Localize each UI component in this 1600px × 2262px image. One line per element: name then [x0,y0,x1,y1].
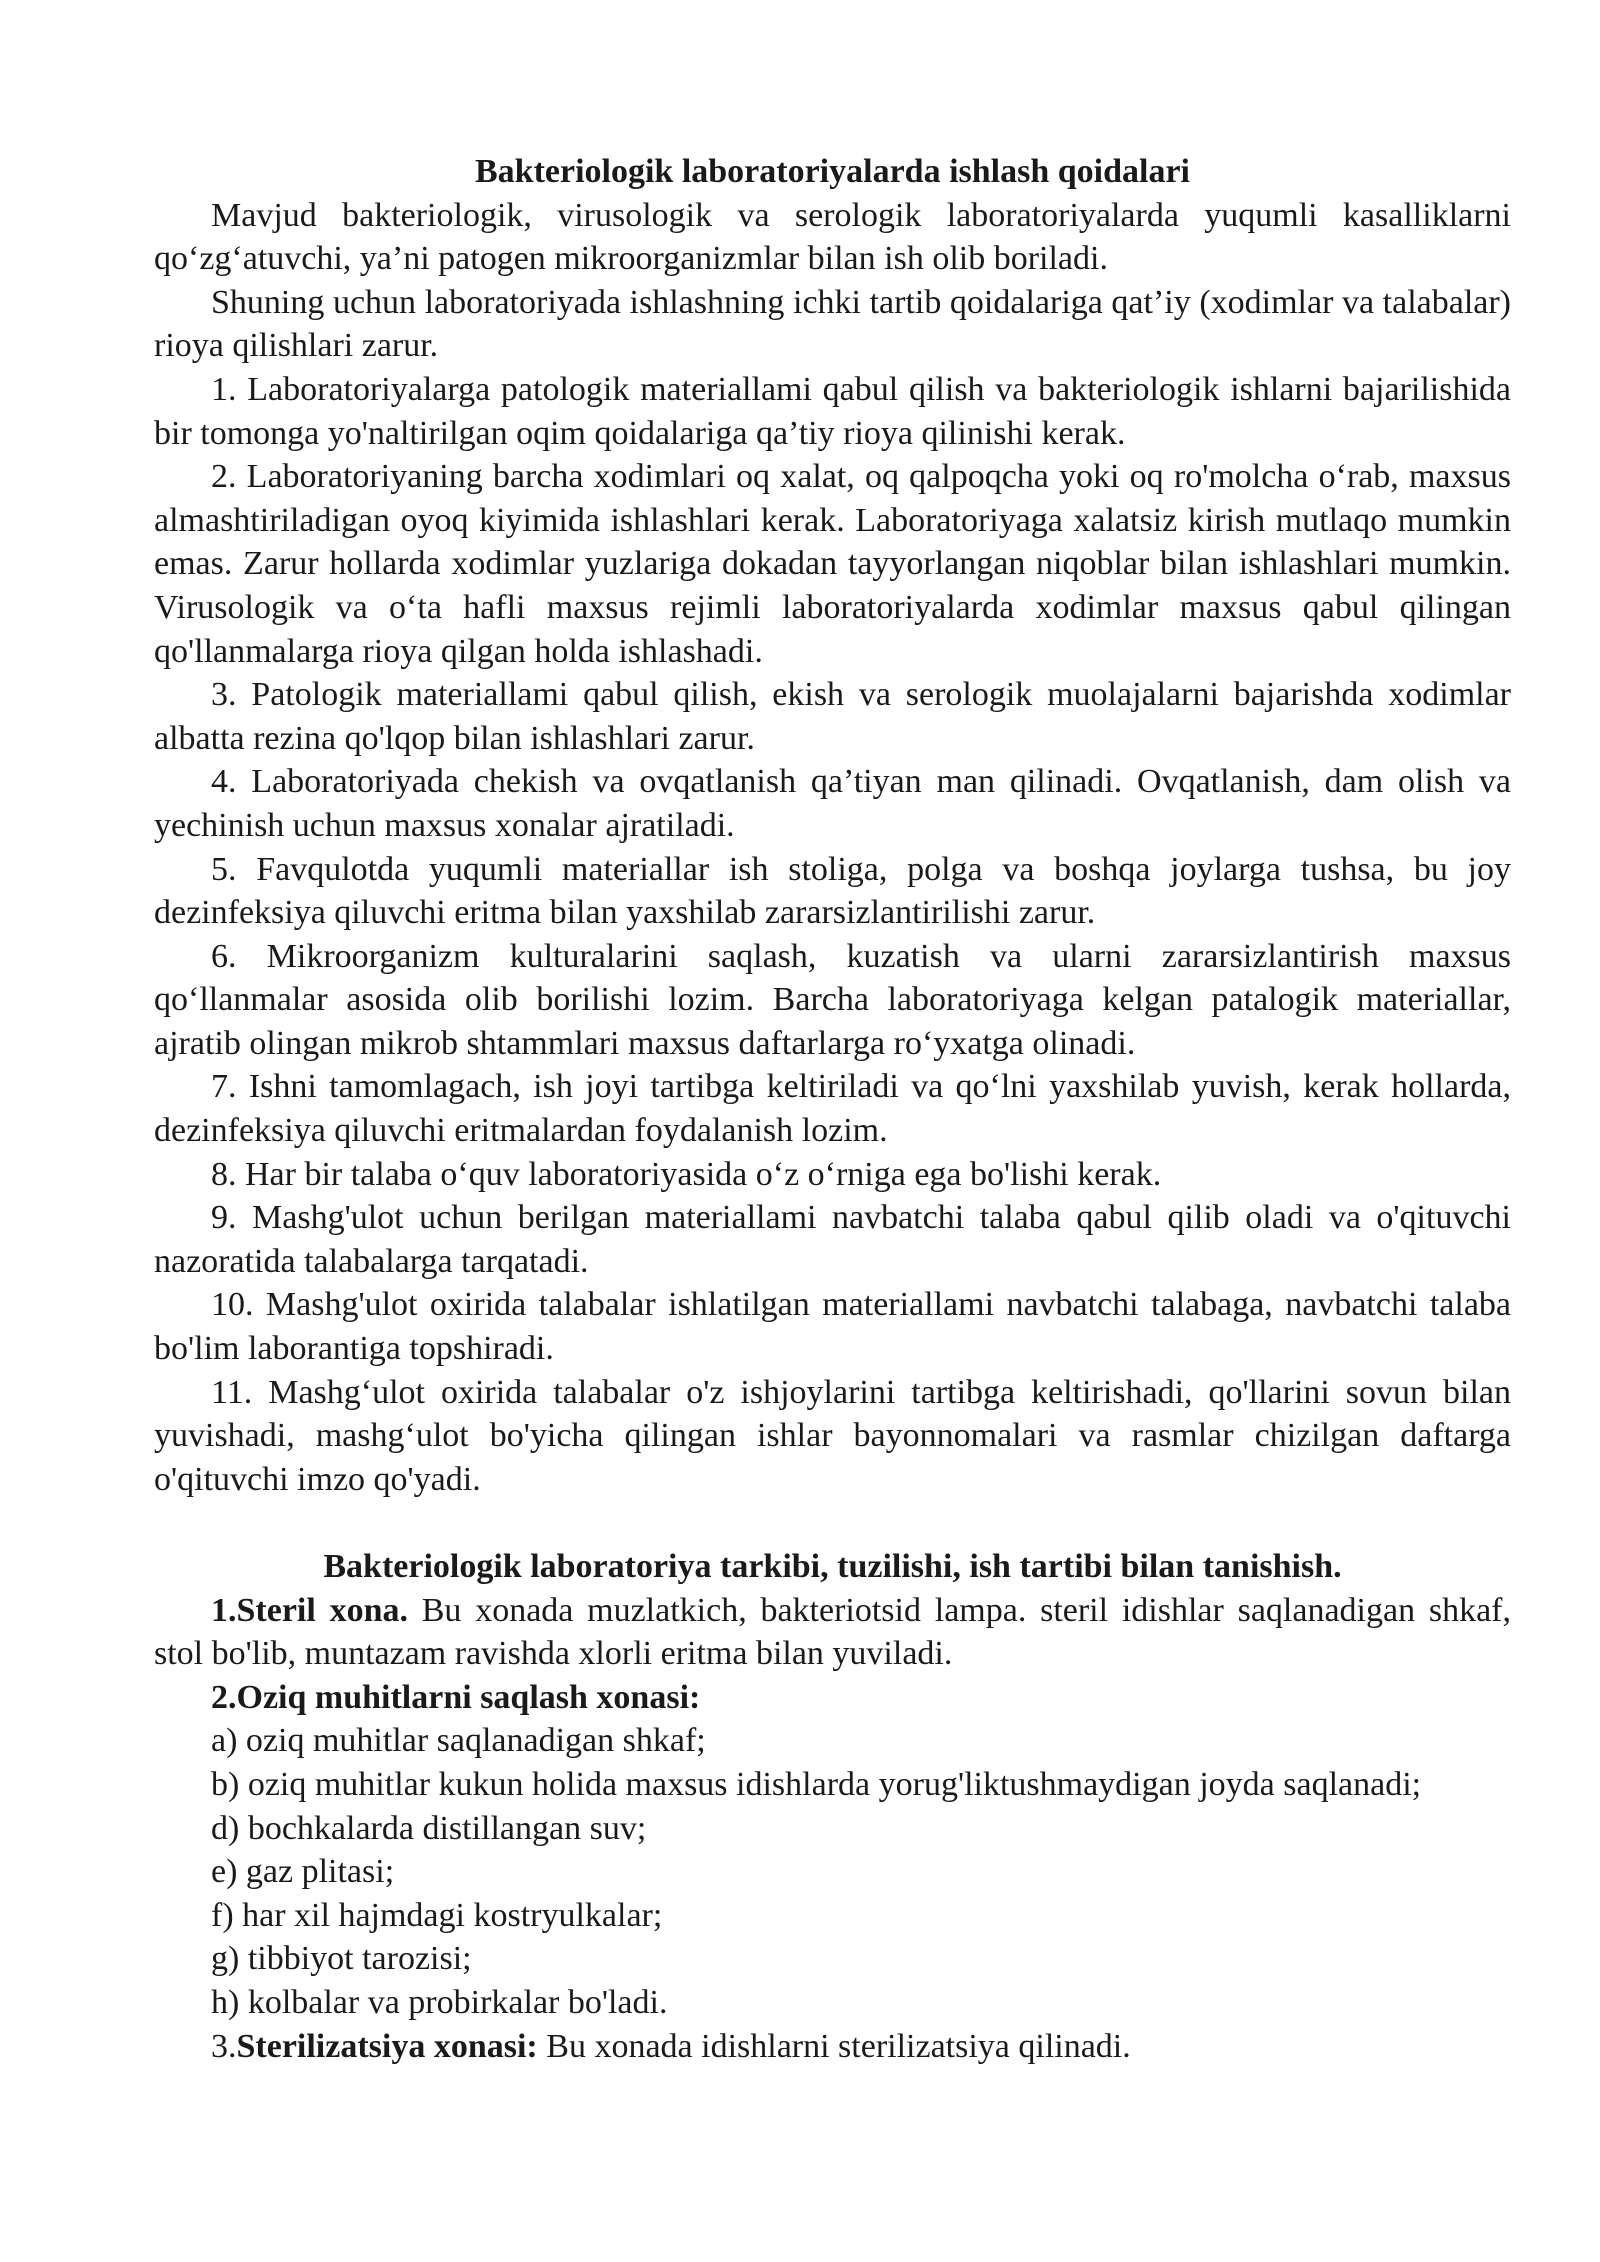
rule-item-4: 4. Laboratoriyada chekish va ovqatlanish qa’tiyan man qilinadi. Ovqatlanish, dam olish va yechinish uchun maxsus xonalar ajratiladi. [154,763,1511,844]
list-item: h) kolbalar va probirkalar bo'ladi. [211,1983,668,2021]
rule-item-6: 6. Mikroorganizm kulturalarini saqlash, kuzatish va ularni zararsizlantirish maxsus qo‘llanmalar asosida olib borilishi lozim. Barcha laboratoriyaga kelgan patalogik materiallar, ajratib olingan mikrob shtammlari maxsus daftarlarga ro‘yxatga olinadi. [154,937,1511,1062]
rule-item-8: 8. Har bir talaba o‘quv laboratoriyasida o‘z o‘rniga ega bo'lishi kerak. [211,1155,1162,1193]
section-spacer [154,1501,1511,1545]
list-item: g) tibbiyot tarozisi; [211,1940,472,1978]
list-item: b) oziq muhitlar kukun holida maxsus idishlarda yorug'liktushmaydigan joyda saqlanadi; [211,1765,1422,1803]
rule-item-3: 3. Patologik materiallami qabul qilish, ekish va serologik muolajalarni bajarishda xodimlar albatta rezina qo'lqop bilan ishlashlari zarur. [154,676,1511,757]
rule-item-2: 2. Laboratoriyaning barcha xodimlari oq xalat, oq qalpoqcha yoki oq ro'molcha o‘rab, maxsus almashtiriladigan oyoq kiyimida ishlashlari kerak. Laboratoriyaga xalatsiz kirish mutlaqo mumkin emas. Zarur hollarda xodimlar yuzlariga dokadan tayyorlangan niqoblar bilan ishlashlari mumkin. Virusologik va o‘ta hafli maxsus rejimli laboratoriyalarda xodimlar maxsus qabul qilingan qo'llanmalarga rioya qilgan holda ishlashadi. [154,458,1511,670]
list-item: e) gaz plitasi; [211,1853,395,1891]
section-title-structure: Bakteriologik laboratoriya tarkibi, tuzilishi, ish tartibi bilan tanishish. [323,1548,1342,1585]
rule-item-9: 9. Mashg'ulot uchun berilgan materiallami navbatchi talaba qabul qilib oladi va o'qituvchi nazoratida talabalarga tarqatadi. [154,1199,1511,1280]
rule-item-7: 7. Ishni tamomlagach, ish joyi tartibga keltiriladi va qo‘lni yaxshilab yuvish, kerak hollarda, dezinfeksiya qiluvchi eritmalardan foydalanish lozim. [154,1068,1511,1150]
list-item: a) oziq muhitlar saqlanadigan shkaf; [211,1722,706,1760]
section-title-rules: Bakteriologik laboratoriyalarda ishlash qoidalari [474,153,1190,190]
room-3-label: Sterilizatsiya xonasi: [236,2027,538,2065]
room-1-text: Bu xonada muzlatkich, bakteriotsid lampa. steril idishlar saqlanadigan shkaf, stol bo'lib, muntazam ravishda xlorli eritma bilan yuviladi. [154,1591,1511,1673]
room-1-label: 1.Steril xona. [211,1591,408,1629]
room-3-text: Bu xonada idishlarni sterilizatsiya qilinadi. [537,2027,1131,2065]
list-item: d) bochkalarda distillangan suv; [211,1809,647,1847]
paragraph: Mavjud bakteriologik, virusologik va serologik laboratoriyalarda yuqumli kasalliklarni qo‘zg‘atuvchi, ya’ni patogen mikroorganizmlar bilan ish olib boriladi. [154,196,1511,278]
room-2-heading [154,1676,1511,1720]
rule-item-10: 10. Mashg'ulot oxirida talabalar ishlatilgan materiallami navbatchi talabaga, navbatchi talaba bo'lim laborantiga topshiradi. [154,1286,1511,1368]
document-page [154,150,1511,2068]
list-item: f) har xil hajmdagi kostryulkalar; [211,1896,663,1934]
room-2-label: 2.Oziq muhitlarni saqlash xonasi: [211,1678,701,1716]
room-3-number: 3. [211,2027,237,2065]
rule-item-11: 11. Mashg‘ulot oxirida talabalar o'z ishjoylarini tartibga keltirishadi, qo'llarini sovun bilan yuvishadi, mashg‘ulot bo'yicha qilingan ishlar bayonnomalari va rasmlar chizilgan daftarga o'qituvchi imzo qo'yadi. [154,1373,1511,1498]
room-1-paragraph [154,1589,1511,1676]
rule-item-5: 5. Favqulotda yuqumli materiallar ish stoliga, polga va boshqa joylarga tushsa, bu joy dezinfeksiya qiluvchi eritma bilan yaxshilab zararsizlantirilishi zarur. [154,850,1511,932]
room-3-paragraph [154,2025,1511,2069]
paragraph: Shuning uchun laboratoriyada ishlashning ichki tartib qoidalariga qat’iy (xodimlar va talabalar) rioya qilishlari zarur. [154,283,1511,365]
rule-item-1: 1. Laboratoriyalarga patologik materiallami qabul qilish va bakteriologik ishlarni bajarilishida bir tomonga yo'naltirilgan oqim qoidalariga qa’tiy rioya qilinishi kerak. [154,370,1511,452]
